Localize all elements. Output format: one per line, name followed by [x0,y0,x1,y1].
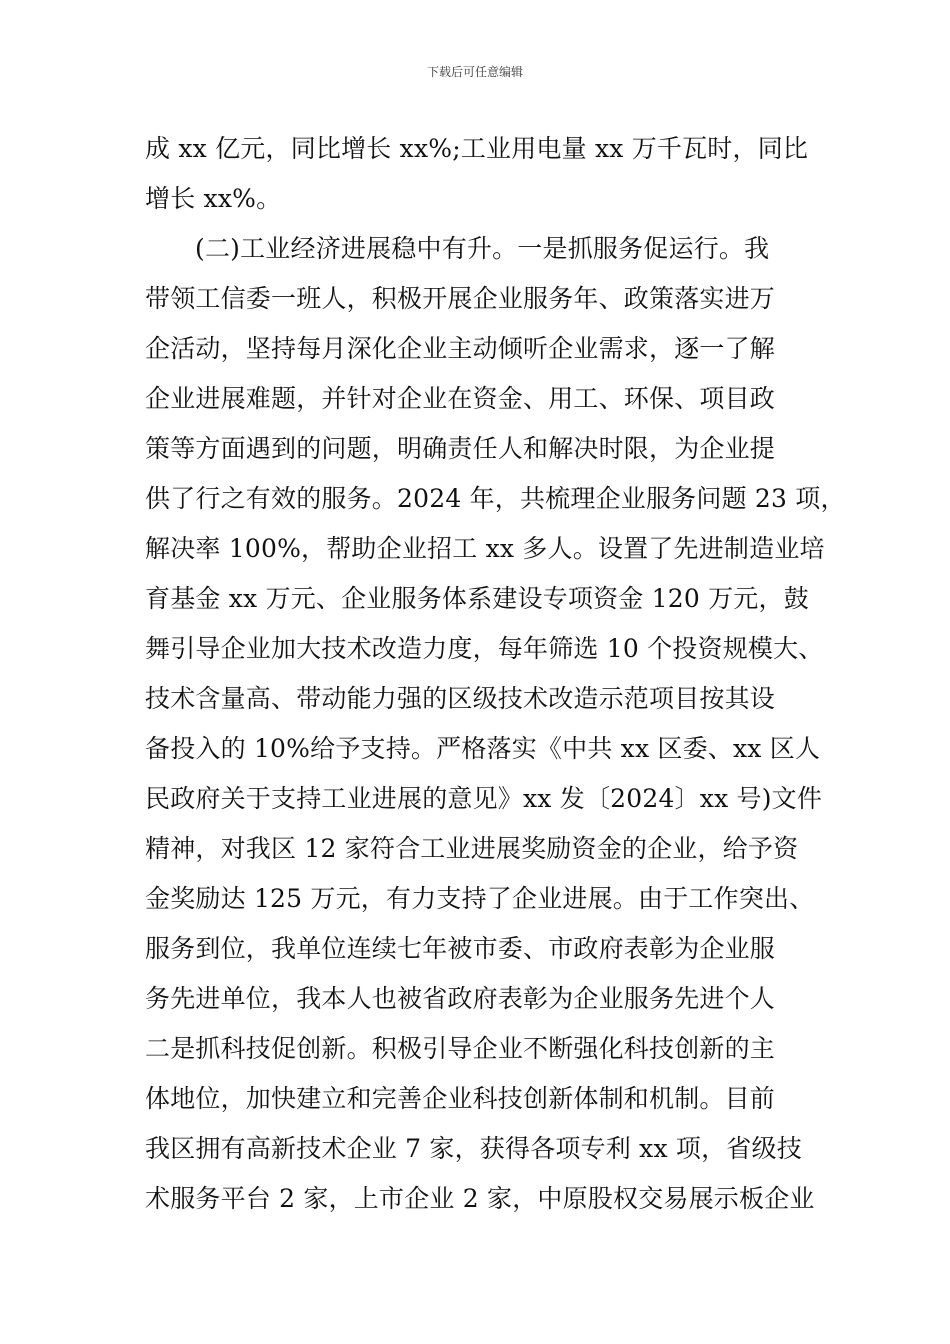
text-line: 金奖励达 125 万元，有力支持了企业进展。由于工作突出、 [145,884,815,913]
text-line: 增长 xx%。 [145,184,282,213]
document-body [145,124,846,1224]
text-line: 技术含量高、带动能力强的区级技术改造示范项目按其设 [145,684,776,713]
page-header-note: 下载后可任意编辑 [426,65,523,79]
text-line: 企业进展难题，并针对企业在资金、用工、环保、项目政 [145,384,776,413]
text-line: 解决率 100%，帮助企业招工 xx 多人。设置了先进制造业培 [145,534,825,563]
text-line: 体地位，加快建立和完善企业科技创新体制和机制。目前 [145,1084,776,1113]
text-line: 我区拥有高新技术企业 7 家，获得各项专利 xx 项，省级技 [145,1134,802,1163]
text-line: 育基金 xx 万元、企业服务体系建设专项资金 120 万元，鼓 [145,584,809,613]
text-line: 务先进单位，我本人也被省政府表彰为企业服务先进个人 [145,984,776,1013]
text-line: 供了行之有效的服务。2024 年，共梳理企业服务问题 23 项， [145,484,846,513]
text-line: 术服务平台 2 家，上市企业 2 家，中原股权交易展示板企业 [145,1184,815,1213]
text-line: 服务到位，我单位连续七年被市委、市政府表彰为企业服 [145,934,776,963]
text-line: 策等方面遇到的问题，明确责任人和解决时限，为企业提 [145,434,776,463]
paragraph-start-line: (二)工业经济进展稳中有升。一是抓服务促运行。我 [195,234,770,263]
text-line: 备投入的 10%给予支持。严格落实《中共 xx 区委、xx 区人 [145,734,821,763]
text-line: 成 xx 亿元，同比增长 xx%;工业用电量 xx 万千瓦时，同比 [145,134,809,163]
text-line: 带领工信委一班人，积极开展企业服务年、政策落实进万 [145,284,776,313]
text-line: 企活动，坚持每月深化企业主动倾听企业需求，逐一了解 [145,334,776,363]
text-line: 二是抓科技促创新。积极引导企业不断强化科技创新的主 [145,1034,776,1063]
text-line: 民政府关于支持工业进展的意见》xx 发〔2024〕xx 号)文件 [145,784,823,813]
text-line: 精神，对我区 12 家符合工业进展奖励资金的企业，给予资 [145,834,799,863]
text-line: 舞引导企业加大技术改造力度，每年筛选 10 个投资规模大、 [145,634,824,663]
